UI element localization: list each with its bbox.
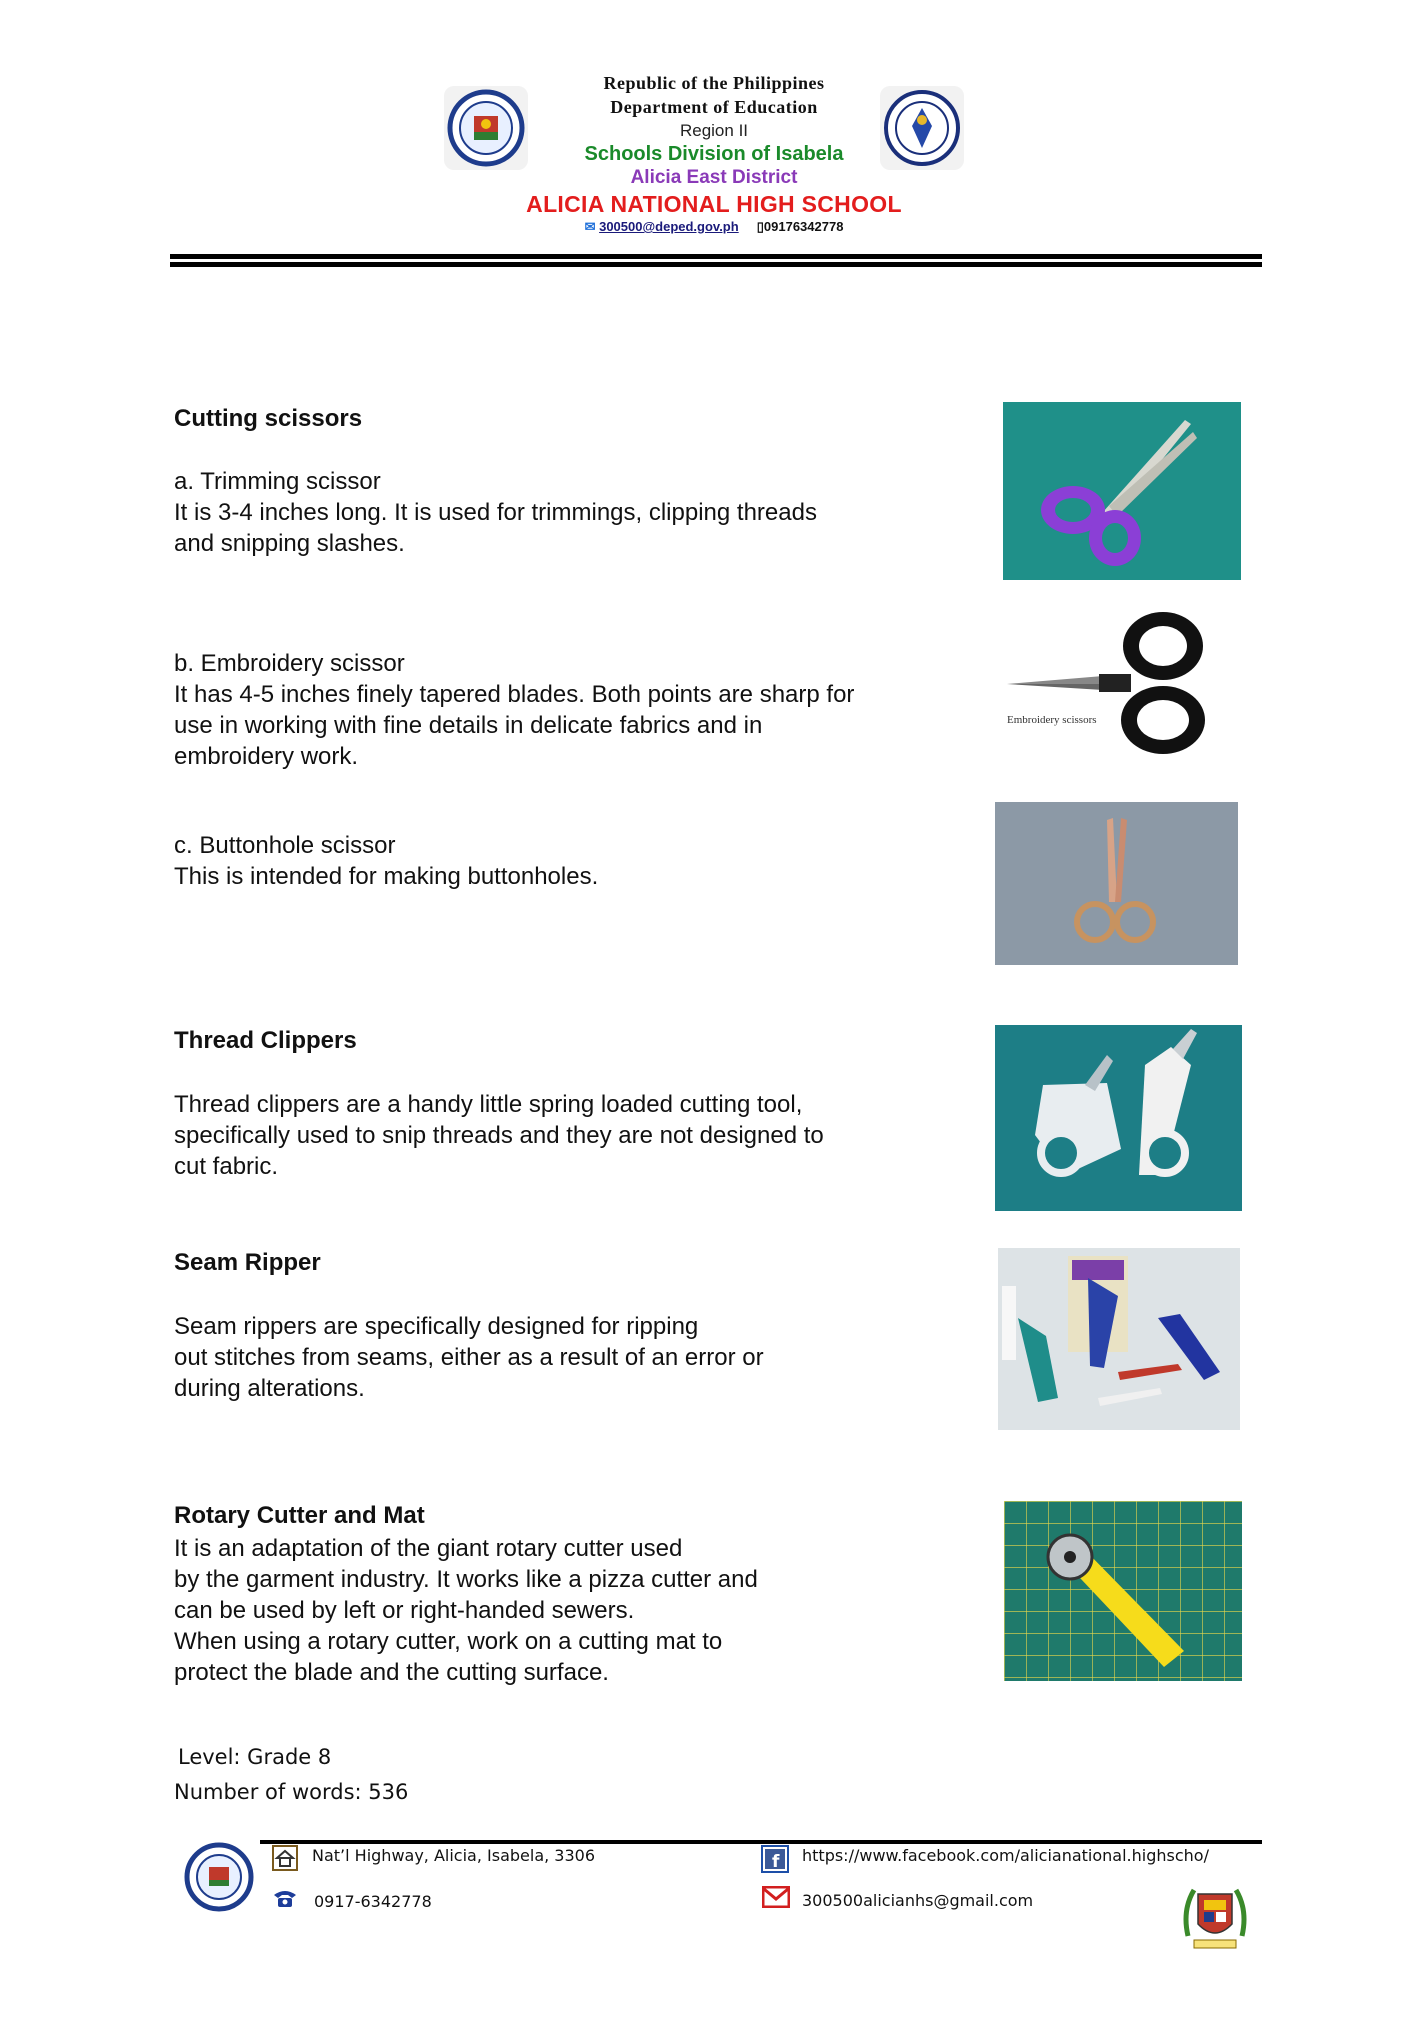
footer-divider [260, 1840, 1262, 1844]
footer-email-link[interactable]: 300500alicianhs@gmail.com [802, 1891, 1034, 1910]
district-logo-icon [1180, 1880, 1250, 1956]
trimming-body: It is 3-4 inches long. It is used for trimmings, clipping threads and snipping slashes. [174, 499, 817, 557]
header-district: Alicia East District [630, 167, 798, 188]
footer-facebook-link[interactable]: https://www.facebook.com/alicianational.highscho/ [802, 1846, 1209, 1865]
rotary-cutter-icon [1004, 1501, 1242, 1681]
thread-clippers-icon [995, 1025, 1242, 1211]
footer-school-seal-icon [184, 1842, 254, 1912]
ripper-body: Seam rippers are specifically designed for ripping out stitches from seams, either as a result of an error or during alterations. [174, 1313, 764, 1402]
buttonhole-title: c. Buttonhole scissor [174, 832, 396, 859]
clippers-body: Thread clippers are a handy little spring loaded cutting tool, specifically used to snip threads and they are not designed to cut fabric. [174, 1091, 824, 1180]
header-phone: 09176342778 [763, 219, 844, 234]
header-region: Region II [679, 121, 749, 140]
buttonhole-body: This is intended for making buttonholes. [174, 863, 599, 890]
word-count: Number of words: 536 [174, 1780, 409, 1804]
buttonhole-scissor-photo [995, 802, 1238, 965]
embroidery-scissor-photo [1003, 604, 1227, 764]
header-division: Schools Division of Isabela [584, 143, 844, 165]
email-icon: ✉ [584, 219, 596, 234]
trimming-scissor-photo [1003, 402, 1241, 580]
footer-phone: 0917-6342778 [314, 1892, 432, 1911]
section-title-cutting: Cutting scissors [174, 405, 363, 432]
svg-text:f: f [772, 1852, 780, 1872]
thread-clippers-photo [995, 1025, 1242, 1211]
header-contact [0, 220, 1428, 233]
trimming-title: a. Trimming scissor [174, 468, 381, 495]
section-title-clippers: Thread Clippers [174, 1027, 357, 1054]
seam-ripper-photo [998, 1248, 1240, 1430]
grade-level: Level: Grade 8 [178, 1745, 332, 1769]
mail-icon [762, 1886, 790, 1908]
header-department: Department of Education [610, 97, 818, 117]
facebook-icon[interactable] [761, 1845, 789, 1873]
buttonhole-scissor-icon [995, 802, 1238, 965]
rotary-cutter-photo [1004, 1501, 1242, 1681]
embroidery-scissor-icon [1003, 604, 1227, 764]
header-email[interactable]: 300500@deped.gov.ph [599, 219, 739, 234]
header-republic: Republic of the Philippines [603, 73, 825, 93]
header-divider-2 [170, 262, 1262, 267]
header-school-name: ALICIA NATIONAL HIGH SCHOOL [526, 191, 902, 217]
embroidery-title: b. Embroidery scissor [174, 650, 405, 677]
home-icon [272, 1845, 298, 1871]
embroidery-caption: Embroidery scissors [1007, 714, 1097, 726]
footer-address: Nat’l Highway, Alicia, Isabela, 3306 [312, 1846, 596, 1865]
rotary-body: It is an adaptation of the giant rotary cutter used by the garment industry. It works like a pizza cutter and can be used by left or right-handed sewers. When using a rotary cutter, work on a cutting mat to protect the blade and the cutting surface. [174, 1535, 758, 1686]
section-title-rotary: Rotary Cutter and Mat [174, 1502, 425, 1529]
section-title-ripper: Seam Ripper [174, 1249, 321, 1276]
embroidery-body: It has 4-5 inches finely tapered blades. Both points are sharp for use in working with fine details in delicate fabrics and in embroidery work. [174, 681, 855, 770]
header-divider [170, 254, 1262, 259]
telephone-icon [272, 1887, 298, 1909]
phone-icon: ▯ [756, 219, 764, 234]
trimming-scissor-icon [1003, 402, 1241, 580]
seam-ripper-icon [998, 1248, 1240, 1430]
